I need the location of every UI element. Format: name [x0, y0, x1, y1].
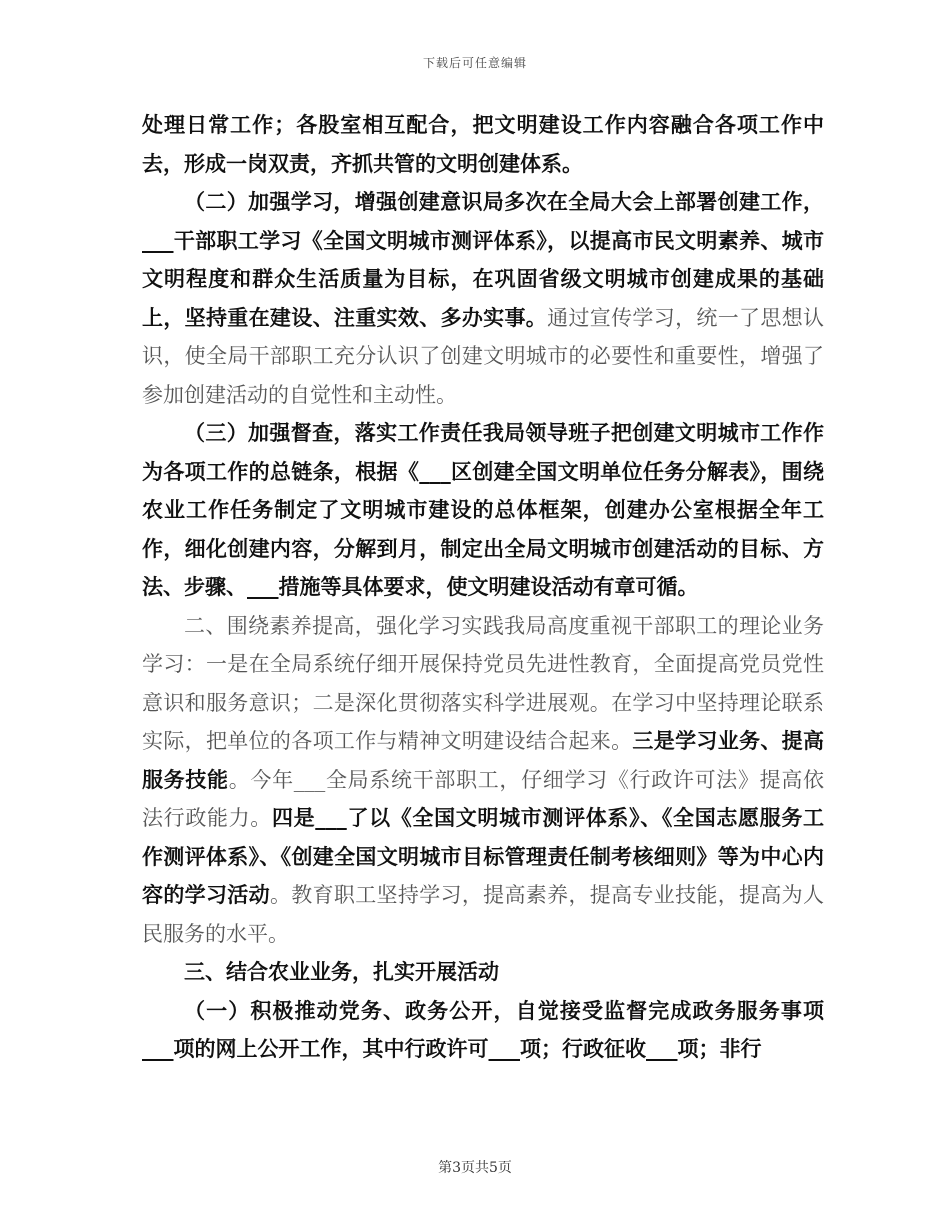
text-segment: （一）积极推动党务、政务公开，自觉接受监督完成政务服务事项___项的网上公开工作，其中行政许可___项；行政征收___项；非行: [142, 997, 824, 1061]
text-segment: 通过宣传学习，统一了思想认识，使全局干部职工充分认识了创建文明城市的必要性和重要性，增强了参加创建活动的自觉性和主动性。: [142, 305, 825, 407]
page-footer: 第3页共5页: [438, 1160, 512, 1176]
text-segment: 处理日常工作；各股室相互配合，把文明建设工作内容融合各项工作中去，形成一岗双责，齐抓共管的文明创建体系。: [142, 112, 824, 176]
paragraph: [142, 106, 824, 183]
paragraph: [142, 183, 824, 414]
text-segment: （三）加强督查，落实工作责任我局领导班子把创建文明城市工作作为各项工作的总链条，根据《___区创建全国文明单位任务分解表》，围绕农业工作任务制定了文明城市建设的总体框架，创建办公室根据全年工作，细化创建内容，分解到月，制定出全局文明城市创建活动的目标、方法、步骤、___措施等具体要求，使文明建设活动有章可循。: [142, 420, 824, 599]
document-body: [142, 106, 824, 1069]
text-segment: 。今年___全局系统干部职工，仔细学习《行政许可法》提高依法行政能力。: [142, 767, 824, 830]
section-heading: [142, 953, 824, 992]
text-segment: 二、围绕素养提高，强化学习实践我局高度重视干部职工的理论业务学习：一是在全局系统仔细开展保持党员先进性教育，全面提高党员党性意识和服务意识；二是深化贯彻落实科学进展观。在学习中坚持理论联系实际，把单位的各项工作与精神文明建设结合起来。: [142, 613, 824, 753]
text-segment: （二）加强学习，增强创建意识局多次在全局大会上部署创建工作，___干部职工学习《全国文明城市测评体系》，以提高市民文明素养、城市文明程度和群众生活质量为目标，在巩固省级文明城市创建成果的基础上，坚持重在建设、注重实效、多办实事。: [142, 189, 824, 330]
text-segment: 三是学习业务、提高服务技能: [142, 728, 825, 792]
paragraph: [142, 607, 824, 954]
text-segment: 三、结合农业业务，扎实开展活动: [184, 959, 499, 984]
paragraph: [142, 992, 824, 1069]
paragraph: [142, 414, 824, 607]
text-segment: 。教育职工坚持学习，提高素养，提高专业技能，提高为人民服务的水平。: [142, 883, 824, 946]
text-segment: 四是___了以《全国文明城市测评体系》、《全国志愿服务工作测评体系》、《创建全国文明城市目标管理责任制考核细则》等为中心内容的学习活动: [142, 805, 824, 907]
page-header: 下载后可任意编辑: [422, 56, 527, 70]
